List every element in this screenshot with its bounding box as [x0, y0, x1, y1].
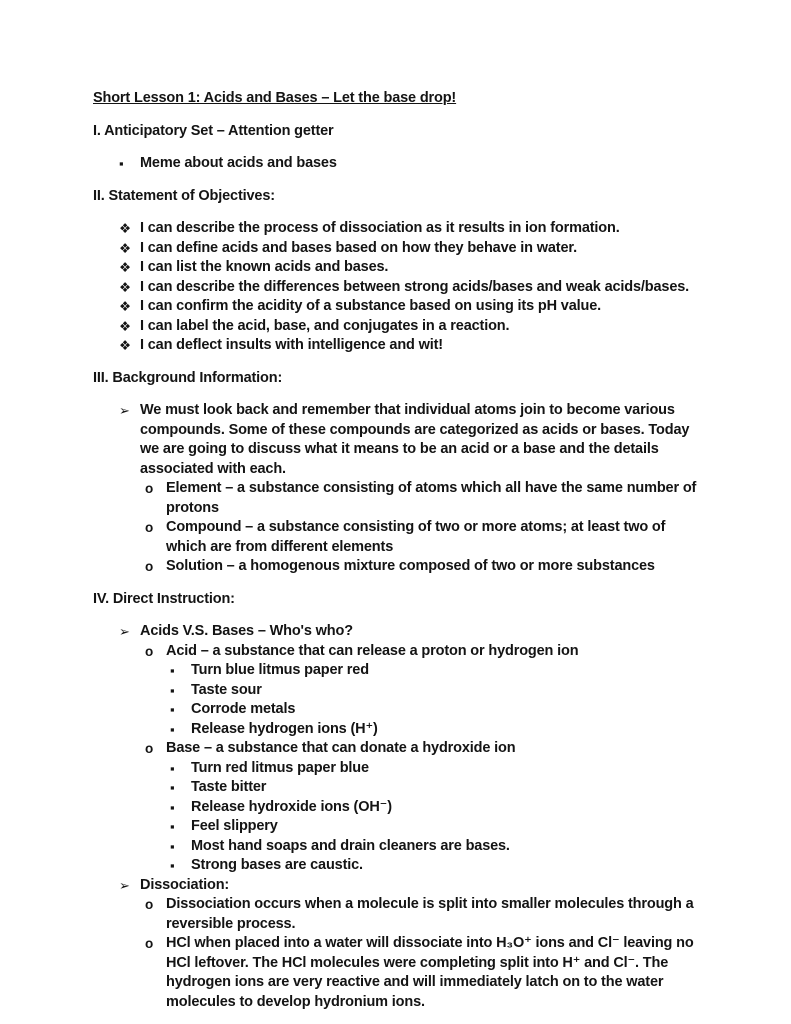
acid-trait-item [170, 661, 706, 681]
bullet-circle-icon: o [145, 643, 154, 659]
acid-base-definitions-list [119, 642, 706, 876]
bullet-square-icon: ▪ [170, 819, 175, 834]
dissociation-point-item [145, 934, 706, 1012]
section-heading-background: III. Background Information: [93, 369, 283, 386]
base-trait-item [170, 759, 706, 779]
bullet-circle-icon: o [145, 559, 154, 574]
objective-item [119, 219, 706, 239]
term-item [145, 479, 706, 518]
base-trait-item [170, 856, 706, 876]
term-item [145, 518, 706, 557]
objective-item [119, 297, 706, 317]
bullet-arrow-icon: ➢ [119, 624, 130, 639]
dissociation-title: Dissociation: [140, 876, 230, 893]
objectives-list [93, 219, 706, 356]
bullet-circle-icon: o [145, 741, 154, 756]
bullet-square-icon: ▪ [170, 858, 175, 873]
acid-trait-item [170, 700, 706, 720]
bullet-square-icon: ▪ [119, 156, 124, 171]
bullet-square-icon: ▪ [170, 682, 175, 698]
base-trait-text: Taste bitter [191, 779, 267, 795]
base-trait-text: Strong bases are caustic. [191, 857, 363, 873]
bullet-circle-icon: o [145, 481, 154, 496]
objective-text: I can deflect insults with intelligence and wit! [140, 337, 443, 353]
document-title: Short Lesson 1: Acids and Bases – Let the base drop! [93, 90, 457, 106]
objective-item [119, 239, 706, 259]
list-item-text: Meme about acids and bases [140, 155, 337, 171]
acids-vs-bases-title: Acids V.S. Bases – Who's who? [140, 623, 353, 639]
background-list [93, 401, 706, 577]
bullet-diamond-icon: ❖ [119, 279, 131, 295]
bullet-diamond-icon: ❖ [119, 318, 131, 334]
bullet-square-icon: ▪ [170, 799, 175, 815]
bullet-diamond-icon: ❖ [119, 260, 131, 275]
dissociation-point-item [145, 895, 706, 934]
base-trait-item [170, 778, 706, 798]
bullet-circle-icon: o [145, 520, 154, 535]
objective-text: I can confirm the acidity of a substance based on using its pH value. [140, 298, 602, 314]
bullet-square-icon: ▪ [170, 760, 175, 776]
bullet-circle-icon: o [145, 936, 154, 951]
anticipatory-list [93, 154, 706, 174]
list-item [119, 154, 706, 174]
section-heading-direct-instruction: IV. Direct Instruction: [93, 590, 235, 607]
bullet-circle-icon: o [145, 897, 154, 912]
acid-trait-item [170, 681, 706, 701]
base-trait-text: Release hydroxide ions (OH⁻) [191, 798, 392, 815]
objective-text: I can label the acid, base, and conjugates in a reaction. [140, 317, 510, 334]
acids-vs-bases-item [119, 622, 706, 876]
dissociation-point-text: Dissociation occurs when a molecule is split into smaller molecules through a reversible process. [166, 896, 694, 932]
bullet-square-icon: ▪ [170, 663, 175, 678]
bullet-diamond-icon: ❖ [119, 240, 131, 256]
dissociation-points-list [119, 895, 706, 1012]
direct-instruction-list [93, 622, 706, 1012]
base-trait-item [170, 837, 706, 857]
objective-text: I can describe the process of dissociation as it results in ion formation. [140, 220, 620, 236]
objective-text: I can define acids and bases based on how they behave in water. [140, 239, 577, 256]
bullet-diamond-icon: ❖ [119, 299, 131, 314]
base-trait-item [170, 817, 706, 837]
base-definition-item [145, 739, 706, 876]
base-traits-list [145, 759, 706, 876]
objective-item [119, 336, 706, 356]
bullet-diamond-icon: ❖ [119, 221, 131, 236]
objective-item [119, 258, 706, 278]
background-lead-text: We must look back and remember that individual atoms join to become various compounds. Some of these compounds are categorized as acids or bases. Today we are going to discuss what it means to be an acid or a base and the details associated with each. [140, 402, 690, 477]
term-item [145, 557, 706, 577]
term-text: Solution – a homogenous mixture composed of two or more substances [166, 558, 655, 574]
dissociation-item [119, 876, 706, 1013]
bullet-square-icon: ▪ [170, 838, 175, 854]
acid-trait-text: Turn blue litmus paper red [191, 662, 369, 678]
base-trait-text: Feel slippery [191, 818, 278, 834]
bullet-square-icon: ▪ [170, 780, 175, 795]
base-trait-item [170, 798, 706, 818]
bullet-square-icon: ▪ [170, 721, 175, 737]
base-trait-text: Turn red litmus paper blue [191, 759, 369, 776]
objective-text: I can list the known acids and bases. [140, 259, 389, 275]
acid-traits-list [145, 661, 706, 739]
background-terms-list [119, 479, 706, 577]
acid-trait-text: Taste sour [191, 681, 262, 698]
objective-text: I can describe the differences between strong acids/bases and weak acids/bases. [140, 278, 690, 295]
section-heading-objectives: II. Statement of Objectives: [93, 187, 275, 204]
acid-trait-text: Release hydrogen ions (H⁺) [191, 720, 378, 737]
acid-definition-item [145, 642, 706, 740]
bullet-arrow-icon: ➢ [119, 403, 130, 418]
term-text: Compound – a substance consisting of two or more atoms; at least two of which are from different elements [166, 519, 666, 555]
objective-item [119, 317, 706, 337]
acid-definition-text: Acid – a substance that can release a proton or hydrogen ion [166, 642, 579, 659]
base-definition-text: Base – a substance that can donate a hydroxide ion [166, 740, 516, 756]
bullet-square-icon: ▪ [170, 702, 175, 717]
objective-item [119, 278, 706, 298]
section-heading-anticipatory: I. Anticipatory Set – Attention getter [93, 122, 334, 139]
term-text: Element – a substance consisting of atoms which all have the same number of protons [166, 480, 697, 516]
bullet-diamond-icon: ❖ [119, 338, 131, 353]
background-lead-item [119, 401, 706, 577]
dissociation-point-text: HCl when placed into a water will dissociate into H₃O⁺ ions and Cl⁻ leaving no HCl leftover. The HCl molecules were completing split into H⁺ and Cl⁻. The hydrogen ions are very reactive and will immediately latch on to the water molecules to develop hydronium ions. [166, 935, 694, 1010]
acid-trait-text: Corrode metals [191, 701, 296, 717]
base-trait-text: Most hand soaps and drain cleaners are bases. [191, 837, 510, 854]
bullet-arrow-icon: ➢ [119, 877, 130, 893]
acid-trait-item [170, 720, 706, 740]
